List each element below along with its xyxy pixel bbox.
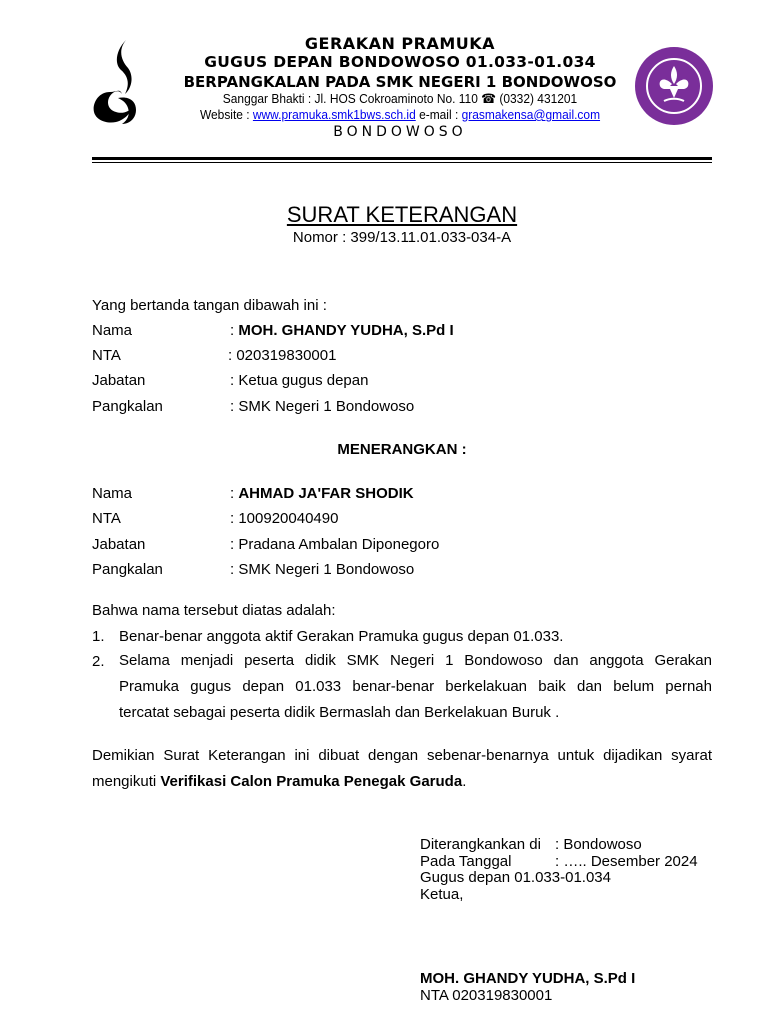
sign-place-value: : Bondowoso (555, 836, 642, 853)
sign-role: Ketua, (420, 886, 464, 903)
header-contact (170, 107, 630, 122)
subject-jabatan-value: : Pradana Ambalan Diponegoro (230, 536, 440, 553)
signer-jabatan-label: Jabatan (92, 372, 146, 389)
letter-title: SURAT KETERANGAN (286, 202, 518, 227)
bahwa-text: Bahwa nama tersebut diatas adalah: (92, 602, 336, 619)
signer-pangkalan-label: Pangkalan (92, 398, 163, 415)
subject-name-value: : AHMAD JA'FAR SHODIK (230, 485, 414, 502)
subject-name-label: Nama (92, 485, 133, 502)
header-address: Sanggar Bhakti : Jl. HOS Cokroaminoto No. 110 ☎ (0332) 431201 (222, 91, 578, 106)
sign-unit: Gugus depan 01.033-01.034 (420, 869, 611, 886)
signer-name-label: Nama (92, 322, 133, 339)
header-pangkalan: BERPANGKALAN PADA SMK NEGERI 1 BONDOWOSO (183, 73, 617, 91)
header-city: BONDOWOSO (333, 124, 467, 140)
signer-pangkalan-value: : SMK Negeri 1 Bondowoso (230, 398, 415, 415)
signer-name-value: : MOH. GHANDY YUDHA, S.Pd I (230, 322, 454, 339)
signer-jabatan-value: : Ketua gugus depan (230, 372, 369, 389)
sign-name: MOH. GHANDY YUDHA, S.Pd I (420, 970, 636, 987)
point-2-line-2: Pramuka gugus depan 01.033 benar-benar berkelakuan baik dan belum pernah (119, 678, 712, 695)
subject-pangkalan-label: Pangkalan (92, 561, 163, 578)
website-link[interactable]: www.pramuka.smk1bws.sch.id (252, 107, 416, 122)
letter-number: Nomor : 399/13.11.01.033-034-A (292, 229, 512, 246)
header-org: GERAKAN PRAMUKA (304, 34, 496, 53)
closing-line-1: Demikian Surat Keterangan ini dibuat dengan sebenar-benarnya untuk dijadikan syarat (92, 747, 712, 764)
subject-nta-label: NTA (92, 510, 121, 527)
sign-date-value: : ….. Desember 2024 (555, 853, 698, 870)
sign-place-label: Diterangkankan di (420, 836, 541, 853)
subject-nta-value: : 100920040490 (230, 510, 339, 527)
tunas-kelapa-logo (88, 38, 142, 126)
email-label: e-mail : (415, 107, 462, 122)
sign-nta: NTA 020319830001 (420, 987, 553, 1004)
point-2-line-3: tercatat sebagai peserta didik Bermaslah dan Berkelakuan Buruk . (119, 704, 560, 721)
signer-nta-value: : 020319830001 (228, 347, 337, 364)
subject-jabatan-label: Jabatan (92, 536, 146, 553)
header-divider (92, 157, 712, 160)
subject-pangkalan-value: : SMK Negeri 1 Bondowoso (230, 561, 415, 578)
website-label: Website : (199, 107, 253, 122)
closing-line-2: mengikuti Verifikasi Calon Pramuka Penegak Garuda. (92, 773, 467, 790)
header-divider-thin (92, 162, 712, 163)
signer-nta-label: NTA (92, 347, 121, 364)
email-link[interactable]: grasmakensa@gmail.com (461, 107, 601, 122)
intro-text: Yang bertanda tangan dibawah ini : (92, 297, 327, 314)
header-gugus: GUGUS DEPAN BONDOWOSO 01.033-01.034 (204, 53, 596, 71)
menerangkan-heading: MENERANGKAN : (337, 441, 467, 458)
sign-date-label: Pada Tanggal (420, 853, 512, 870)
point-1-text: Benar-benar anggota aktif Gerakan Pramuka gugus depan 01.033. (119, 628, 564, 645)
point-2-line-1: Selama menjadi peserta didik SMK Negeri 1 Bondowoso dan anggota Gerakan (119, 652, 712, 669)
point-2-number: 2. (92, 653, 105, 670)
point-1-number: 1. (92, 628, 105, 645)
